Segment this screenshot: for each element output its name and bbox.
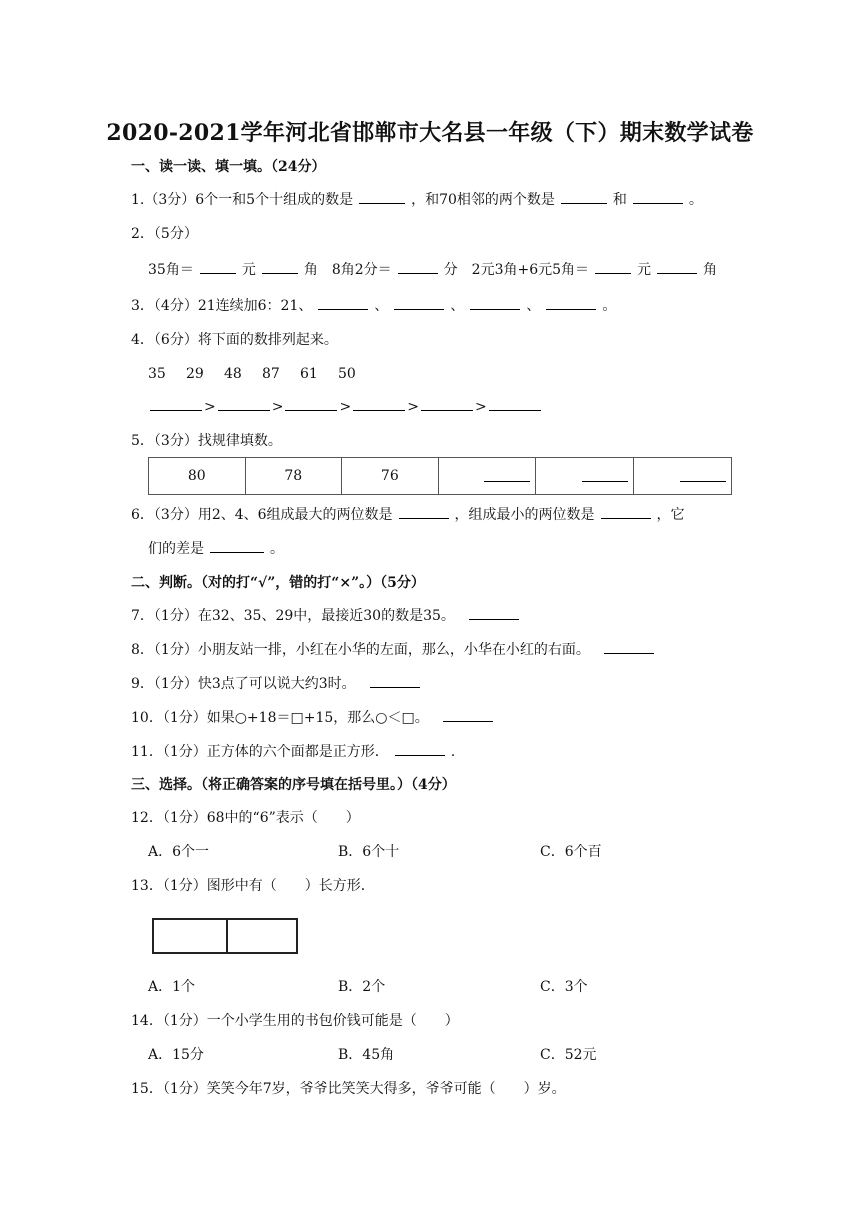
answer-blank[interactable] (318, 297, 368, 310)
q4-number: 61 (300, 366, 318, 382)
greater-than-sign: > (271, 399, 284, 415)
question-11 (131, 742, 455, 762)
q2-text-f: 角 (703, 262, 718, 278)
q2-text-e: 元 (637, 262, 652, 278)
q1-text-b: ，和70相邻的两个数是 (411, 192, 555, 208)
q5-sequence-table (148, 457, 732, 495)
answer-blank[interactable] (359, 191, 405, 204)
q13-rectangle-figure (152, 918, 298, 954)
q11-end: . (450, 744, 456, 760)
answer-blank[interactable] (370, 675, 420, 688)
question-15-stem: 15．（1分）笑笑今年7岁，爷爷比笑笑大得多，爷爷可能（ ）岁。 (131, 1081, 566, 1097)
q10-text: 10．（1分）如果○+18＝□+15，那么○＜□。 (131, 710, 429, 726)
q1-text-c: 和 (612, 192, 627, 208)
answer-blank[interactable] (604, 641, 654, 654)
q11-text: 11．（1分）正方体的六个面都是正方形． (131, 744, 389, 760)
answer-blank[interactable] (262, 261, 298, 274)
q6-text-d: 们的差是 (148, 541, 204, 557)
q1-text-a: 1.（3分）6个一和5个十组成的数是 (131, 192, 354, 208)
question-5-head: 5．（3分）找规律填数。 (131, 433, 282, 449)
q4-number-list (148, 364, 376, 384)
question-3 (131, 296, 616, 316)
answer-blank[interactable] (469, 607, 519, 620)
q6-text-e: 。 (270, 541, 284, 557)
separator: 、 (450, 298, 465, 314)
section-3-heading: 三、选择。（将正确答案的序号填在括号里。）（4分） (131, 777, 456, 793)
question-1 (131, 190, 703, 210)
q6-text-a: 6．（3分）用2、4、6组成最大的两位数是 (131, 507, 393, 523)
answer-blank[interactable] (353, 398, 405, 411)
q9-text: 9．（1分）快3点了可以说大约3时。 (131, 676, 356, 692)
question-8 (131, 640, 660, 660)
q14-option-b[interactable]: B．45角 (338, 1047, 395, 1063)
q1-text-d: 。 (688, 192, 703, 208)
answer-blank[interactable] (398, 261, 438, 274)
answer-blank[interactable] (395, 743, 445, 756)
sequence-cell: 76 (342, 458, 439, 495)
q8-text: 8．（1分）小朋友站一排，小红在小华的左面，那么，小华在小红的右面。 (131, 642, 590, 658)
q3-end: 。 (602, 298, 617, 314)
question-2-body (148, 260, 717, 280)
q6-text-c: ，它 (656, 507, 685, 523)
question-6 (131, 505, 685, 525)
q12-option-c[interactable]: C．6个百 (540, 844, 602, 860)
question-2-head: 2．（5分） (131, 226, 198, 242)
sequence-blank-cell[interactable] (438, 458, 536, 495)
answer-blank[interactable] (546, 297, 596, 310)
exam-title: 2020-2021学年河北省邯郸市大名县一年级（下）期末数学试卷 (106, 120, 754, 146)
answer-blank[interactable] (657, 261, 697, 274)
answer-blank[interactable] (484, 467, 530, 482)
answer-blank[interactable] (443, 709, 493, 722)
q14-option-c[interactable]: C．52元 (540, 1047, 597, 1063)
sequence-blank-cell[interactable] (634, 458, 732, 495)
answer-blank[interactable] (218, 398, 270, 411)
question-14-stem: 14．（1分）一个小学生用的书包价钱可能是（ ） (131, 1013, 459, 1029)
q6-text-b: ，组成最小的两位数是 (454, 507, 595, 523)
question-10 (131, 708, 499, 728)
answer-blank[interactable] (470, 297, 520, 310)
greater-than-sign: > (204, 399, 216, 415)
q2-text-d: 分 2元3角+6元5角＝ (443, 262, 590, 278)
answer-blank[interactable] (200, 261, 236, 274)
question-12-stem: 12．（1分）68中的“6”表示（ ） (131, 810, 360, 826)
question-13-stem: 13．（1分）图形中有（ ）长方形． (131, 878, 375, 894)
greater-than-sign: > (407, 399, 419, 415)
q7-text: 7．（1分）在32、35、29中，最接近30的数是35。 (131, 608, 455, 624)
question-6-cont (148, 539, 284, 559)
q4-order-row (148, 397, 543, 417)
separator: 、 (526, 298, 541, 314)
answer-blank[interactable] (399, 506, 449, 519)
greater-than-sign: > (339, 399, 352, 415)
q13-option-a[interactable]: A．1个 (148, 979, 196, 995)
question-9 (131, 674, 426, 694)
q12-option-b[interactable]: B．6个十 (338, 844, 400, 860)
q2-text-b: 元 (241, 262, 256, 278)
q2-text-a: 35角＝ (148, 262, 194, 278)
sequence-blank-cell[interactable] (536, 458, 634, 495)
answer-blank[interactable] (421, 398, 473, 411)
q12-option-a[interactable]: A．6个一 (148, 844, 210, 860)
q4-number: 29 (186, 366, 204, 382)
answer-blank[interactable] (285, 398, 337, 411)
q13-option-c[interactable]: C．3个 (540, 979, 588, 995)
q4-number: 50 (338, 366, 356, 382)
separator: 、 (374, 298, 389, 314)
answer-blank[interactable] (394, 297, 444, 310)
answer-blank[interactable] (595, 261, 631, 274)
q14-option-a[interactable]: A．15分 (148, 1047, 204, 1063)
answer-blank[interactable] (489, 398, 541, 411)
sequence-cell: 80 (149, 458, 246, 495)
question-7 (131, 606, 525, 626)
greater-than-sign: > (474, 399, 487, 415)
rectangle-divider (226, 920, 228, 952)
answer-blank[interactable] (582, 467, 628, 482)
q4-number: 35 (148, 366, 166, 382)
q4-number: 48 (224, 366, 242, 382)
answer-blank[interactable] (680, 467, 726, 482)
sequence-cell: 78 (245, 458, 342, 495)
answer-blank[interactable] (210, 540, 264, 553)
answer-blank[interactable] (601, 506, 651, 519)
section-2-heading: 二、判断。（对的打“√”，错的打“×”。）（5分） (131, 575, 425, 591)
q3-text: 3．（4分）21连续加6：21、 (131, 298, 313, 314)
q2-text-c: 角 8角2分＝ (303, 262, 392, 278)
question-4-head: 4．（6分）将下面的数排列起来。 (131, 332, 338, 348)
answer-blank[interactable] (150, 398, 202, 411)
answer-blank[interactable] (561, 191, 607, 204)
q13-option-b[interactable]: B．2个 (338, 979, 386, 995)
answer-blank[interactable] (633, 191, 683, 204)
q4-number: 87 (262, 366, 280, 382)
section-1-heading: 一、读一读、填一填。（24分） (131, 159, 326, 175)
